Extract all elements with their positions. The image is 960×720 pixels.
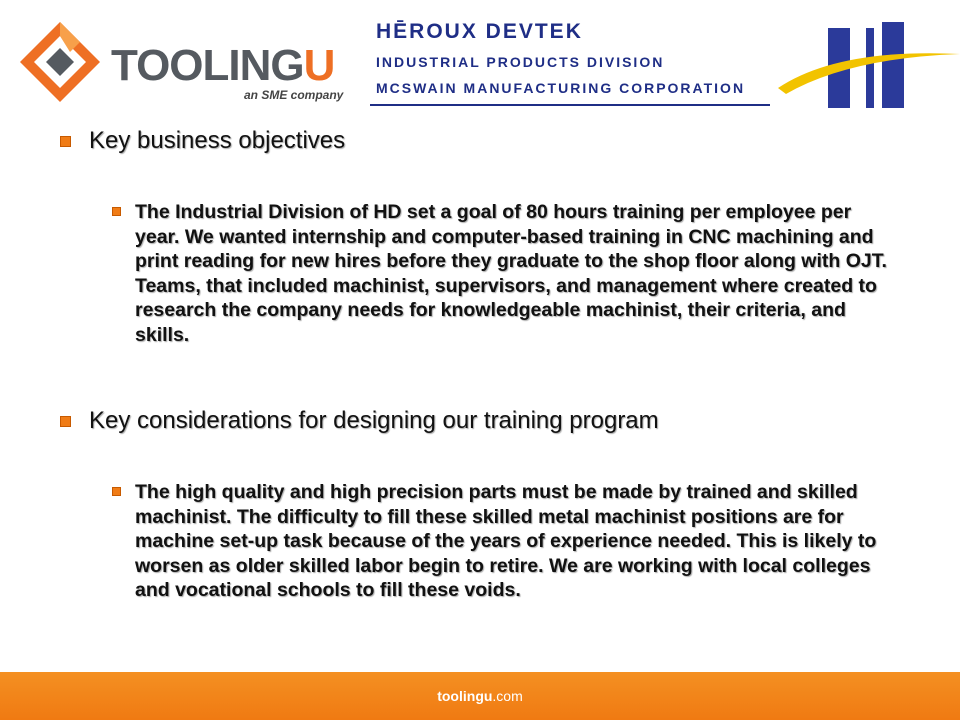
- toolingu-diamond-icon: [18, 20, 102, 104]
- toolingu-word-accent: U: [303, 41, 335, 90]
- heroux-title: HĒROUX DEVTEK: [376, 20, 583, 43]
- footer-suffix: .com: [492, 688, 523, 704]
- section-body-text: The Industrial Division of HD set a goal of 80 hours training per employee per year. We wanted internship and computer-based training in CNC machining and print reading for new hires before they graduate to the shop floor along with OJT. Teams, that included machinist, supervisors, and management where created to research the company needs for knowledgeable machinist, their criteria, and skills.: [135, 201, 887, 346]
- square-bullet-icon: [112, 207, 121, 216]
- toolingu-wordmark: [111, 41, 335, 90]
- section-body: [106, 200, 896, 348]
- section-body: [106, 480, 896, 603]
- footer-brand: toolingu: [437, 688, 493, 704]
- section-heading: [58, 406, 659, 436]
- square-bullet-icon: [60, 136, 71, 147]
- section-body-text: The high quality and high precision parts must be made by trained and skilled machinist. The difficulty to fill these skilled metal machinist positions are for machine set-up task because of the years of experience needed. This is likely to worsen as older skilled labor begin to retire. We are working with local colleges and vocational schools to fill these voids.: [135, 481, 877, 602]
- toolingu-logo: [18, 12, 358, 112]
- heroux-devtek-logo: [370, 14, 960, 106]
- footer-url: [0, 688, 960, 704]
- section-heading: [58, 126, 345, 156]
- square-bullet-icon: [112, 487, 121, 496]
- toolingu-tagline: an SME company: [244, 88, 344, 102]
- section-heading-text: Key business objectives: [89, 127, 346, 154]
- heroux-corporation: MCSWAIN MANUFACTURING CORPORATION: [376, 80, 746, 96]
- heroux-division: INDUSTRIAL PRODUCTS DIVISION: [376, 54, 665, 70]
- footer-bar: [0, 672, 960, 720]
- heroux-h-emblem-icon: [778, 18, 960, 108]
- toolingu-word-main: TOOLING: [111, 41, 304, 90]
- heroux-rule: [370, 104, 770, 106]
- section-heading-text: Key considerations for designing our training program: [89, 407, 659, 434]
- square-bullet-icon: [60, 416, 71, 427]
